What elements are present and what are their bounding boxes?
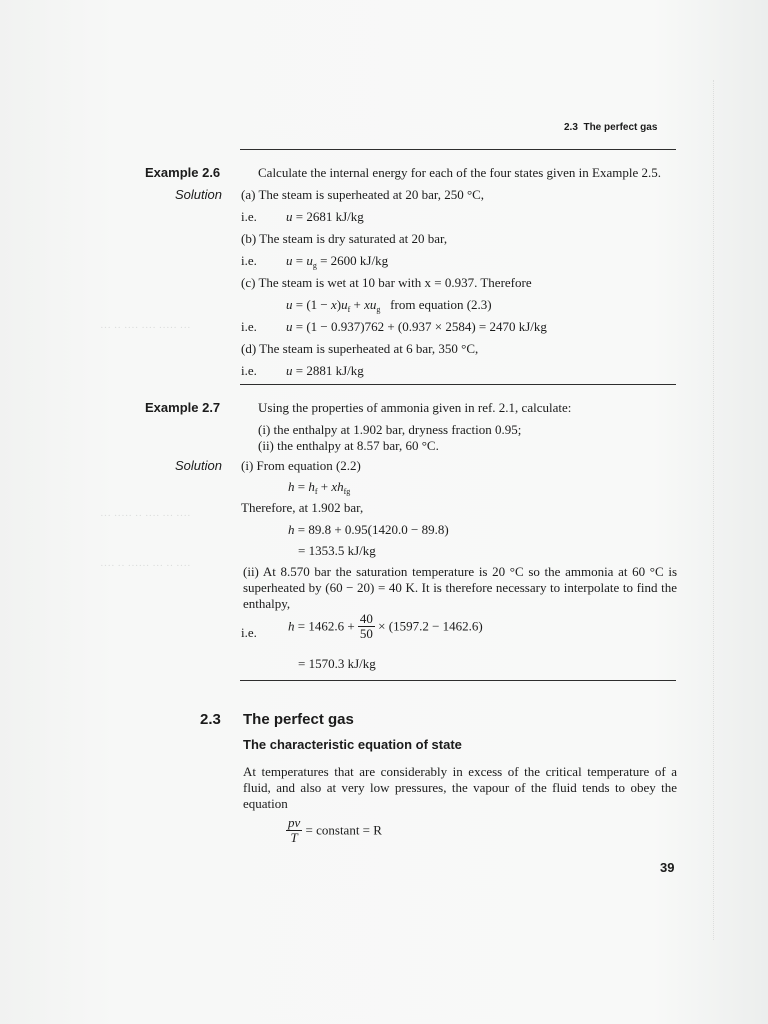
- ie-label: i.e.: [241, 209, 257, 224]
- equation-h4: = 1570.3 kJ/kg: [298, 656, 376, 671]
- fraction: $\frac{40}{50}$: [359, 611, 373, 641]
- solution-line-b: (b) The steam is dry saturated at 20 bar,: [241, 231, 448, 246]
- solution-label: Solution: [175, 458, 222, 473]
- bleed-through: ··· ·· ···· ···· ····· ···: [100, 322, 191, 334]
- running-head-title: The perfect gas: [583, 122, 658, 133]
- bleed-through: ···· ·· ······ ··· ·· ····: [100, 560, 191, 572]
- divider: [240, 384, 676, 385]
- solution-line-i: (i) From equation (2.2): [241, 458, 361, 473]
- question-item-ii: (ii) the enthalpy at 8.57 bar, 60 °C.: [258, 438, 439, 453]
- equation-d: u = 2881 kJ/kg: [286, 363, 364, 378]
- equation-h1: h = 89.8 + 0.95(1420.0 − 89.8): [288, 522, 449, 537]
- running-head: [564, 122, 657, 133]
- section-paragraph: At temperatures that are considerably in excess of the critical temperature of a fluid, and also at very low pressures, the vapour of the fluid tends to obey the equation: [243, 764, 677, 811]
- solution-label: Solution: [175, 187, 222, 202]
- page-edge-shadow: [713, 80, 728, 940]
- section-number: 2.3: [200, 711, 221, 728]
- bleed-through: ··· ····· ·· ···· ··· ····: [100, 510, 191, 522]
- example-label: Example 2.7: [145, 400, 221, 415]
- ie-label: i.e.: [241, 363, 257, 378]
- example-prompt: Using the properties of ammonia given in ref. 2.1, calculate:: [258, 400, 572, 415]
- example-prompt: Calculate the internal energy for each of the four states given in Example 2.5.: [258, 165, 661, 180]
- ie-label: i.e.: [241, 253, 257, 268]
- equation-c2: u = (1 − 0.937)762 + (0.937 × 2584) = 2470 kJ/kg: [286, 319, 547, 334]
- solution-line-c: (c) The steam is wet at 10 bar with x = 0.937. Therefore: [241, 275, 532, 290]
- equation-perfect-gas: $\frac{pv}{T}$ = constant = R: [288, 815, 382, 845]
- question-item-i: (i) the enthalpy at 1.902 bar, dryness fraction 0.95;: [258, 422, 522, 437]
- equation-a: u = 2681 kJ/kg: [286, 209, 364, 224]
- equation-h2: = 1353.5 kJ/kg: [298, 543, 376, 558]
- solution-line-a: (a) The steam is superheated at 20 bar, 250 °C,: [241, 187, 485, 202]
- section-subtitle: The characteristic equation of state: [243, 737, 462, 752]
- section-title: The perfect gas: [243, 711, 354, 728]
- divider: [240, 680, 676, 681]
- solution-line-d: (d) The steam is superheated at 6 bar, 350 °C,: [241, 341, 479, 356]
- divider: [240, 149, 676, 150]
- ie-label: i.e.: [241, 319, 257, 334]
- fraction: $\frac{pv}{T}$: [288, 815, 301, 845]
- page-number: 39: [660, 860, 675, 875]
- equation-b: $u = u_g = 2600$ kJ/kg: [286, 253, 389, 270]
- equation-c1: $u = (1 - x)u_f + xu_g$ from equation (2.3): [286, 297, 492, 314]
- ie-label: i.e.: [241, 625, 257, 640]
- example-label: Example 2.6: [145, 165, 221, 180]
- therefore-line: Therefore, at 1.902 bar,: [241, 500, 364, 515]
- equation-h-general: $h = h_f + xh_{fg}$: [288, 479, 351, 496]
- equation-h3: h = 1462.6 + $\frac{40}{50}$ × (1597.2 − 1462.6): [288, 611, 483, 641]
- solution-paragraph-ii: (ii) At 8.570 bar the saturation temperature is 20 °C so the ammonia at 60 °C is superheated by (60 − 20) = 40 K. It is therefore necessary to interpolate to find the enthalpy,: [243, 564, 677, 611]
- running-head-section: 2.3: [564, 122, 578, 133]
